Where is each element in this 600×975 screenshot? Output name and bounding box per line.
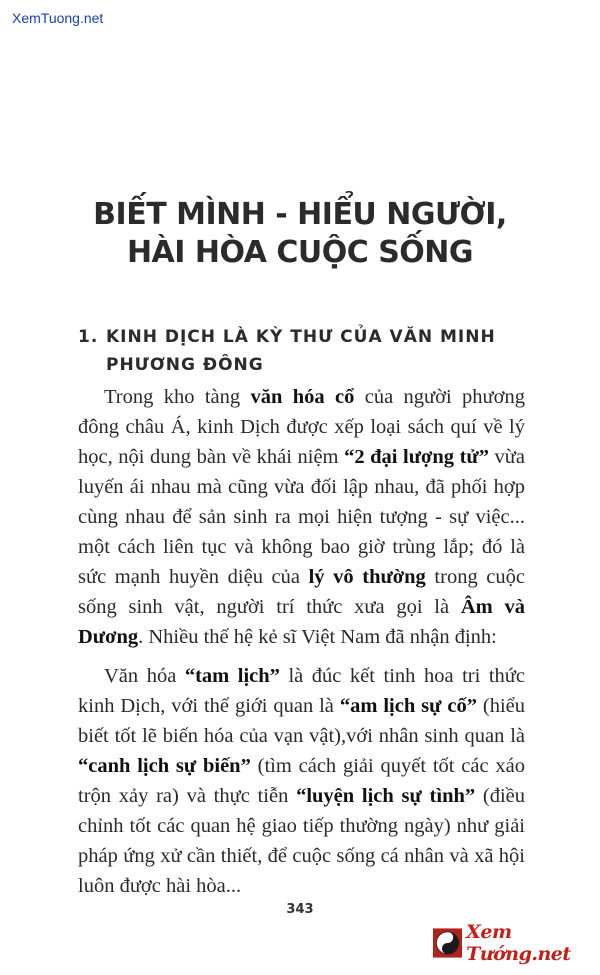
- text-segment: vừa luyến ái nhau mà cũng vừa đối lập nhau, đã phối hợp cùng nhau để sản sinh ra mọi hiện tượng - sự việc... một cách liên tục và không bao giờ trùng lắp; đó là sức mạnh huyền diệu của: [78, 446, 525, 588]
- page-number: 343: [286, 902, 314, 917]
- emphasis-text: văn hóa cổ: [250, 386, 355, 408]
- chapter-title-line-2: HÀI HÒA CUỘC SỐNG: [126, 235, 474, 270]
- text-segment: là đúc kết tinh hoa tri thức kinh Dịch, với thế giới quan là: [78, 665, 525, 717]
- watermark-top-logo[interactable]: XemTuong.net: [12, 10, 104, 26]
- watermark-bottom-logo[interactable]: [433, 921, 600, 965]
- text-segment: (điều chỉnh tốt các quan hệ giao tiếp thường ngày) như giải pháp ứng xử cần thiết, để cuộc sống cá nhân và xã hội luôn được hài hòa...: [78, 785, 526, 897]
- chapter-title: [0, 196, 600, 272]
- text-segment: Văn hóa: [104, 665, 185, 687]
- text-segment: của người phương đông châu Á, kinh Dịch được xếp loại sách quí về lý học, nội dung bàn về khái niệm: [78, 386, 525, 468]
- section-number: 1.: [78, 327, 99, 347]
- yin-yang-icon: [433, 926, 462, 960]
- text-segment: (tìm cách giải quyết tốt các xáo trộn xảy ra) và thực tiễn: [78, 755, 526, 807]
- body-paragraph-1: [78, 382, 525, 652]
- emphasis-text: “am lịch sự cố”: [339, 695, 477, 717]
- text-segment: Trong kho tàng: [104, 386, 251, 408]
- watermark-bottom-text: Xem Tướng.net: [466, 921, 571, 965]
- section-heading: [78, 323, 528, 379]
- text-segment: . Nhiều thế hệ kẻ sĩ Việt Nam đã nhận định:: [138, 626, 497, 648]
- body-paragraph-2: [78, 661, 525, 901]
- emphasis-text: “2 đại lượng tử”: [344, 446, 489, 468]
- text-segment: (hiểu biết tốt lẽ biến hóa của vạn vật),với nhân sinh quan là: [78, 695, 525, 747]
- section-heading-line-2: PHƯƠNG ĐÔNG: [106, 355, 264, 375]
- emphasis-text: “tam lịch”: [184, 665, 280, 687]
- emphasis-text: “luyện lịch sự tình”: [296, 785, 476, 807]
- emphasis-text: “canh lịch sự biến”: [78, 755, 251, 777]
- text-segment: trong cuộc sống sinh vật, người trí thức xưa gọi là: [78, 566, 525, 618]
- section-heading-line-1: KINH DỊCH LÀ KỲ THƯ CỦA VĂN MINH: [106, 327, 496, 347]
- emphasis-text: lý vô thường: [308, 566, 426, 588]
- emphasis-text: Âm và Dương: [78, 596, 525, 648]
- chapter-title-line-1: BIẾT MÌNH - HIỂU NGƯỜI,: [93, 197, 507, 232]
